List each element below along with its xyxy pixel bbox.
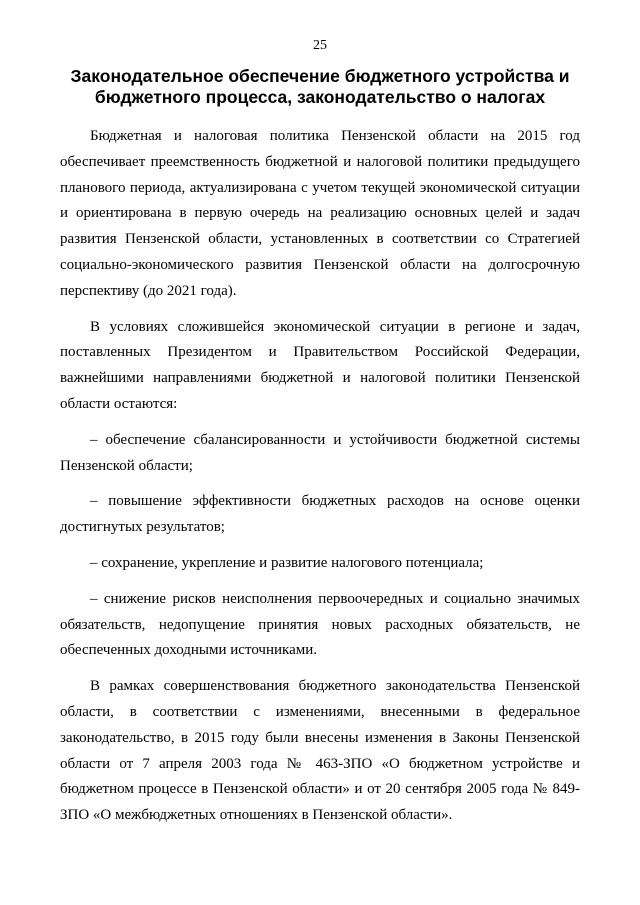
document-body xyxy=(60,124,580,839)
list-item-efficiency: – повышение эффективности бюджетных расходов на основе оценки достигнутых результатов; xyxy=(60,493,580,536)
paragraph-policy-directions: В условиях сложившейся экономической ситуации в регионе и задач, поставленных Президентом и Правительством Российской Федерации, важнейшими направлениями бюджетной и налоговой политики Пензенской области остаются: xyxy=(60,318,580,412)
paragraph-legislation-changes: В рамках совершенствования бюджетного законодательства Пензенской области, в соответствии с изменениями, внесенными в федеральное законодательство, в 2015 году были внесены изменения в Законы Пензенской области от 7 апреля 2003 года № 463-ЗПО «О бюджетном устройстве и бюджетном процессе в Пензенской области» и от 20 сентября 2005 года № 849-ЗПО «О межбюджетных отношениях в Пензенской области». xyxy=(60,678,580,824)
page-number: 25 xyxy=(313,38,327,53)
list-item-risk-reduction: – снижение рисков неисполнения первоочередных и социально значимых обязательств, недопущение принятия новых расходных обязательств, не обеспеченных доходными источниками. xyxy=(60,590,580,659)
list-item-balance: – обеспечение сбалансированности и устойчивости бюджетной системы Пензенской области; xyxy=(60,431,580,474)
section-title: Законодательное обеспечение бюджетного устройства и бюджетного процесса, законодательство о налогах xyxy=(70,66,570,107)
paragraph-budget-policy: Бюджетная и налоговая политика Пензенской области на 2015 год обеспечивает преемственность бюджетной и налоговой политики предыдущего планового периода, актуализирована с учетом текущей экономической ситуации и ориентирована в первую очередь на реализацию основных целей и задач развития Пензенской области, установленных в соответствии со Стратегией социально-экономического развития Пензенской области на долгосрочную перспективу (до 2021 года). xyxy=(60,128,580,299)
list-item-tax-potential: – сохранение, укрепление и развитие налогового потенциала; xyxy=(90,554,484,571)
